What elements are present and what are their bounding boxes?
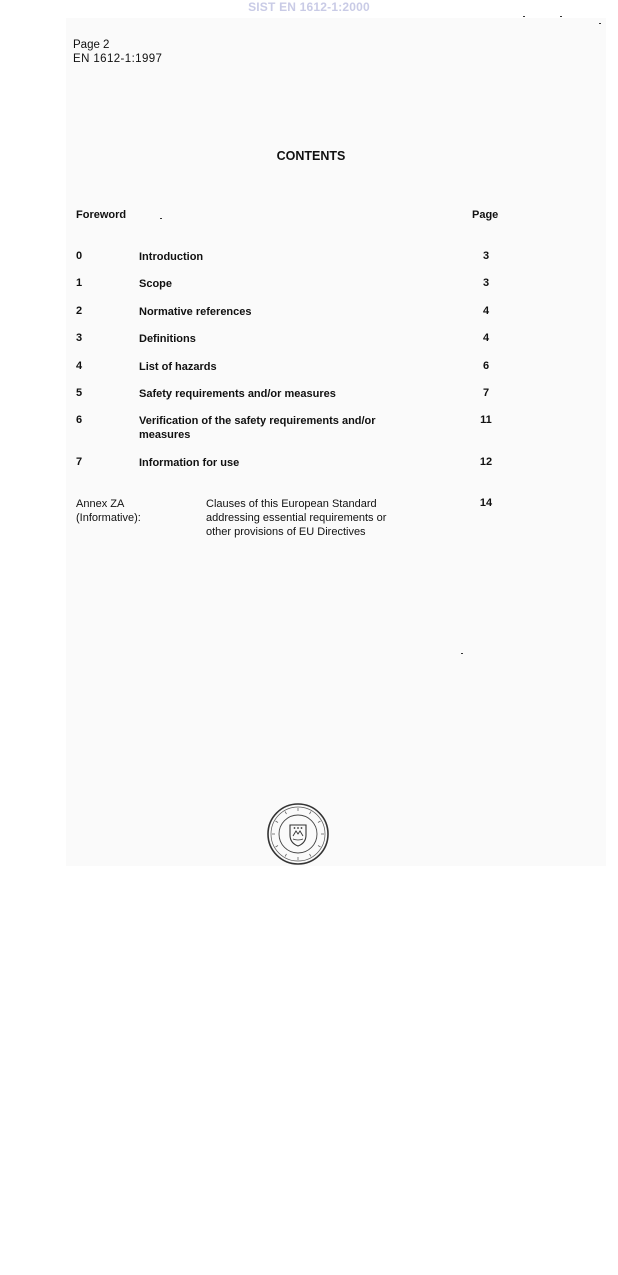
foreword-label: Foreword: [76, 209, 127, 221]
entry-page: 7: [482, 387, 490, 399]
entry-number: 1: [76, 277, 83, 289]
entry-title: Definitions: [139, 333, 196, 345]
scan-speck: [523, 16, 525, 17]
scan-speck: [560, 16, 562, 17]
entry-page: 4: [482, 332, 490, 344]
contents-title: CONTENTS: [276, 149, 346, 163]
entry-title: Verification of the safety requirements and/or measures: [139, 415, 376, 441]
watermark: SIST EN 1612-1:2000: [248, 0, 370, 14]
entry-number: 3: [76, 332, 83, 344]
annex-page: 14: [479, 497, 493, 509]
entry-page: 3: [482, 277, 490, 289]
page-number: Page 2: [73, 39, 110, 51]
page-column-heading: Page: [472, 209, 499, 221]
entry-title: Scope: [139, 278, 173, 290]
entry-title: Information for use: [139, 457, 240, 469]
entry-number: 4: [76, 360, 83, 372]
scan-speck: [599, 23, 601, 24]
scan-speck: [160, 218, 162, 219]
entry-page: 4: [482, 305, 490, 317]
annex-type: (Informative):: [76, 512, 141, 524]
entry-number: 0: [76, 250, 83, 262]
scanned-page: [66, 18, 606, 866]
entry-number: 5: [76, 387, 83, 399]
entry-number: 6: [76, 414, 83, 426]
entry-number: 2: [76, 305, 83, 317]
entry-page: 12: [479, 456, 493, 468]
entry-title: Safety requirements and/or measures: [139, 388, 336, 400]
seal-stamp-icon: [266, 802, 330, 866]
standard-reference: EN 1612-1:1997: [73, 53, 163, 65]
entry-page: 6: [482, 360, 490, 372]
entry-page: 3: [482, 250, 490, 262]
entry-title: Normative references: [139, 306, 252, 318]
entry-number: 7: [76, 456, 83, 468]
annex-label: Annex ZA: [76, 498, 125, 510]
annex-label-block: [76, 497, 141, 525]
scan-speck: [461, 653, 463, 654]
entry-title: Introduction: [139, 251, 204, 263]
entry-page: 11: [480, 414, 492, 426]
annex-description: Clauses of this European Standard addressing essential requirements or other provisions of EU Directives: [206, 498, 387, 538]
entry-title: List of hazards: [139, 361, 217, 373]
